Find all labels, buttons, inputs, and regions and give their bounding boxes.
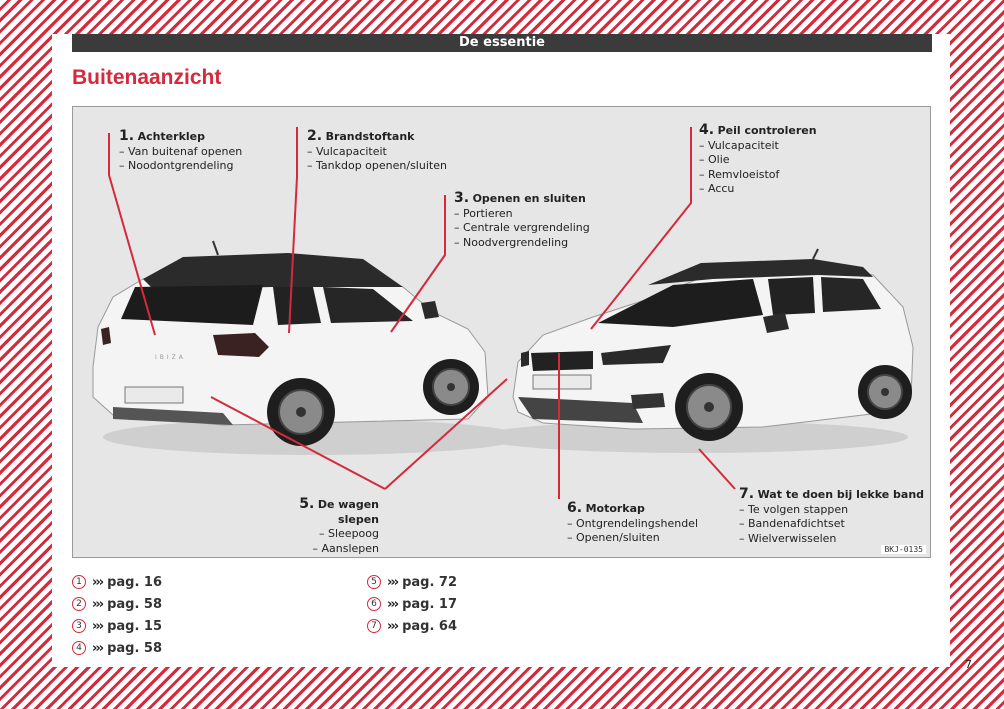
ref-arrows-icon: ››› [387, 574, 398, 590]
callout-item: – Portieren [454, 206, 513, 220]
callout-6: 6. Motorkap – Ontgrendelingshendel – Openen/sluiten [567, 500, 699, 544]
figure-code: BKJ-0135 [881, 545, 926, 554]
ref-page-label: pag. 72 [402, 574, 458, 590]
callout-4: 4. Peil controleren – Vulcapaciteit – Olie – Remvloeistof – Accu [699, 122, 817, 195]
callout-1: 1. Achterklep – Van buitenaf openen – Noodontgrendeling [119, 128, 243, 172]
callout-item: – Openen/sluiten [567, 531, 660, 544]
reference-list-left [72, 571, 162, 659]
callout-item: – Noodontgrendeling [119, 159, 234, 172]
callout-item: – Ontgrendelingshendel [567, 516, 699, 530]
reference-link-7[interactable] [367, 615, 457, 637]
ref-arrows-icon: ››› [92, 596, 103, 612]
ref-number-circle: 7 [367, 619, 381, 633]
ref-number-circle: 4 [72, 641, 86, 655]
ref-arrows-icon: ››› [387, 596, 398, 612]
reference-link-3[interactable] [72, 615, 162, 637]
callout-item: – Vulcapaciteit [699, 138, 779, 152]
reference-link-6[interactable] [367, 593, 457, 615]
ref-page-label: pag. 17 [402, 596, 458, 612]
callout-item: – Tankdop openen/sluiten [307, 159, 447, 172]
callout-item: – Noodvergrendeling [454, 235, 569, 249]
front-car [513, 249, 913, 441]
callout-2: 2. Brandstoftank – Vulcapaciteit – Tankdop openen/sluiten [307, 128, 447, 172]
reference-link-5[interactable] [367, 571, 457, 593]
section-header [72, 34, 932, 52]
reference-link-4[interactable] [72, 637, 162, 659]
callout-item: – Vulcapaciteit [307, 144, 387, 158]
exterior-view-figure [72, 106, 931, 558]
manual-page [52, 34, 950, 667]
ref-page-label: pag. 58 [107, 640, 163, 656]
ref-page-label: pag. 58 [107, 596, 163, 612]
ref-arrows-icon: ››› [92, 640, 103, 656]
ref-page-label: pag. 16 [107, 574, 163, 590]
callout-item: – Centrale vergrendeling [454, 221, 590, 234]
ref-number-circle: 5 [367, 575, 381, 589]
callout-line-7 [699, 449, 735, 489]
callout-item: – Remvloeistof [699, 167, 780, 181]
callout-3: 3. Openen en sluiten – Portieren – Centrale vergrendeling – Noodvergrendeling [454, 190, 590, 249]
ref-arrows-icon: ››› [92, 618, 103, 634]
callout-item: – Wielverwisselen [739, 531, 837, 545]
ref-page-label: pag. 64 [402, 618, 458, 634]
ref-number-circle: 2 [72, 597, 86, 611]
ref-arrows-icon: ››› [387, 618, 398, 634]
svg-text:IBIZA: IBIZA [155, 354, 186, 361]
ref-number-circle: 3 [72, 619, 86, 633]
callout-item: – Accu [699, 182, 735, 195]
page-title: Buitenaanzicht [72, 66, 222, 89]
callout-5: 5. De wagen slepen – Sleepoog – Aanslepen [271, 497, 379, 556]
callout-item: – Van buitenaf openen [119, 144, 243, 158]
reference-list-right [367, 571, 457, 637]
reference-link-1[interactable] [72, 571, 162, 593]
callout-item: – Bandenafdichtset [739, 517, 845, 530]
ref-number-circle: 6 [367, 597, 381, 611]
ref-arrows-icon: ››› [92, 574, 103, 590]
rear-car [93, 241, 488, 446]
callout-item: – Aanslepen [312, 541, 379, 555]
callout-item: – Te volgen stappen [739, 502, 849, 516]
callout-7: 7. Wat te doen bij lekke band – Te volgen stappen – Bandenafdichtset – Wielverwisselen [739, 486, 925, 545]
ref-number-circle: 1 [72, 575, 86, 589]
callout-item: – Sleepoog [319, 527, 379, 540]
section-title: De essentie [459, 35, 545, 50]
callout-item: – Olie [699, 153, 730, 166]
reference-link-2[interactable] [72, 593, 162, 615]
ref-page-label: pag. 15 [107, 618, 163, 634]
page-number: 7 [965, 658, 972, 671]
